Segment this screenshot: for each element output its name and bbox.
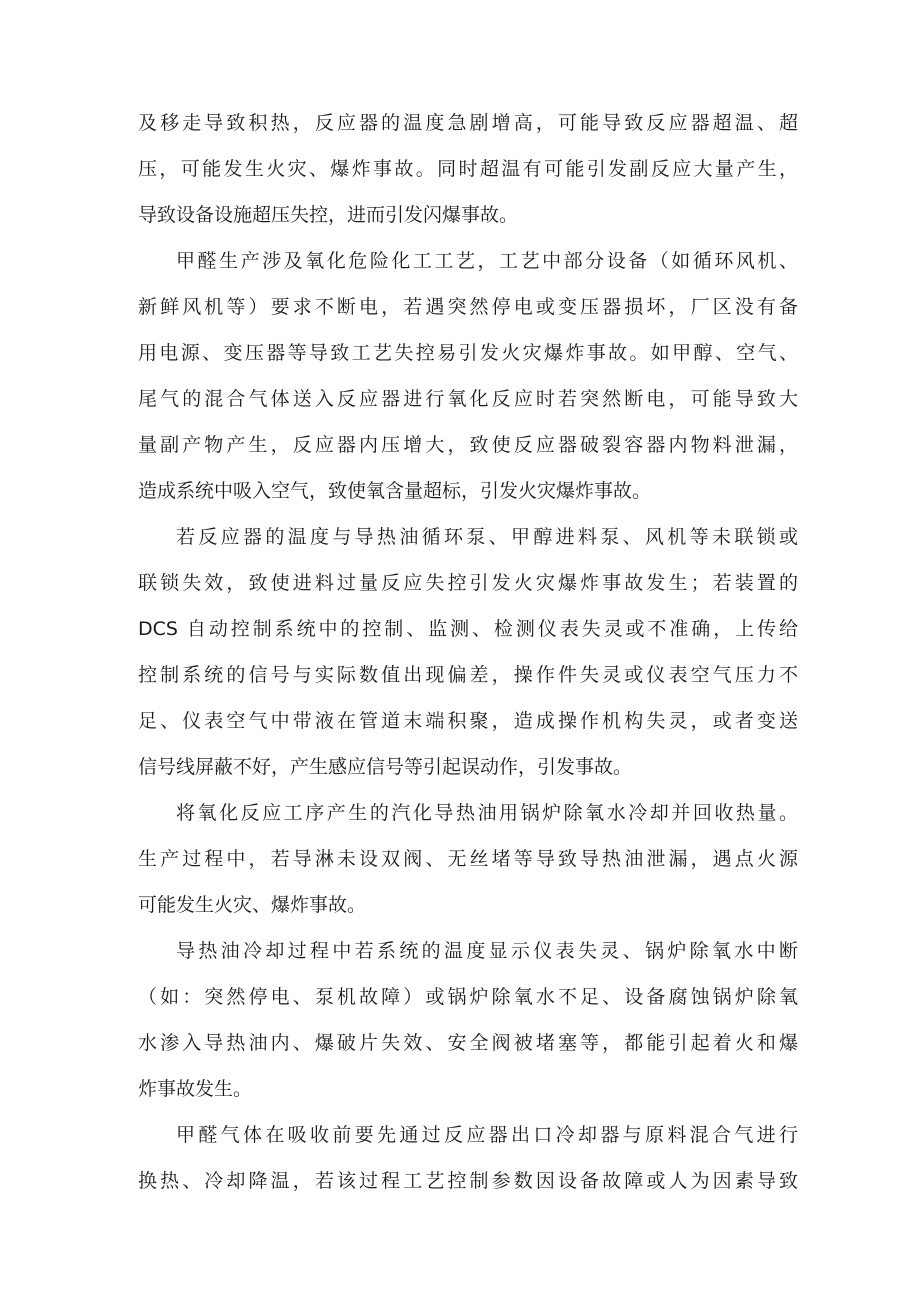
document-body: [138, 100, 798, 1204]
text-line: 压，可能发生火灾、爆炸事故。同时超温有可能引发副反应大量产生，: [138, 158, 798, 180]
text-line: 新鲜风机等）要求不断电，若遇突然停电或变压器损坏，厂区没有备: [138, 296, 798, 318]
text-line: 水渗入导热油内、爆破片失效、安全阀被堵塞等，都能引起着火和爆: [138, 1032, 798, 1054]
text-line: 导热油冷却过程中若系统的温度显示仪表失灵、锅炉除氧水中断: [176, 940, 798, 962]
text-line: 若反应器的温度与导热油循环泵、甲醇进料泵、风机等未联锁或: [176, 526, 798, 548]
text-line: 用电源、变压器等导致工艺失控易引发火灾爆炸事故。如甲醇、空气、: [138, 342, 798, 364]
text-line: 信号线屏蔽不好，产生感应信号等引起误动作，引发事故。: [138, 756, 633, 778]
text-line: 联锁失效，致使进料过量反应失控引发火灾爆炸事故发生；若装置的: [138, 572, 798, 594]
text-line: 生产过程中，若导淋未设双阀、无丝堵等导致导热油泄漏，遇点火源: [138, 848, 798, 870]
text-line: 将氧化反应工序产生的汽化导热油用锅炉除氧水冷却并回收热量。: [176, 802, 798, 824]
text-line: 控制系统的信号与实际数值出现偏差，操作件失灵或仪表空气压力不: [138, 664, 798, 686]
paragraph-3: [138, 514, 798, 790]
text-line: 炸事故发生。: [138, 1078, 253, 1100]
text-line: 造成系统中吸入空气，致使氧含量超标，引发火灾爆炸事故。: [138, 480, 652, 502]
paragraph-4: [138, 790, 798, 928]
text-line: 导致设备设施超压失控，进而引发闪爆事故。: [138, 204, 519, 226]
text-line: DCS 自动控制系统中的控制、监测、检测仪表失灵或不准确，上传给: [138, 618, 798, 640]
paragraph-6: [138, 1112, 798, 1204]
paragraph-1: [138, 100, 798, 238]
paragraph-5: [138, 928, 798, 1112]
text-line: 足、仪表空气中带液在管道末端积聚，造成操作机构失灵，或者变送: [138, 710, 798, 732]
text-line: 尾气的混合气体送入反应器进行氧化反应时若突然断电，可能导致大: [138, 388, 798, 410]
text-line: 甲醛气体在吸收前要先通过反应器出口冷却器与原料混合气进行: [176, 1124, 798, 1146]
text-line: 可能发生火灾、爆炸事故。: [138, 894, 367, 916]
text-line: 换热、冷却降温，若该过程工艺控制参数因设备故障或人为因素导致: [138, 1170, 798, 1192]
text-line: （如：突然停电、泵机故障）或锅炉除氧水不足、设备腐蚀锅炉除氧: [138, 986, 798, 1008]
text-line: 及移走导致积热，反应器的温度急剧增高，可能导致反应器超温、超: [138, 112, 798, 134]
text-line: 甲醛生产涉及氧化危险化工工艺，工艺中部分设备（如循环风机、: [176, 250, 798, 272]
text-line: 量副产物产生，反应器内压增大，致使反应器破裂容器内物料泄漏，: [138, 434, 798, 456]
paragraph-2: [138, 238, 798, 514]
